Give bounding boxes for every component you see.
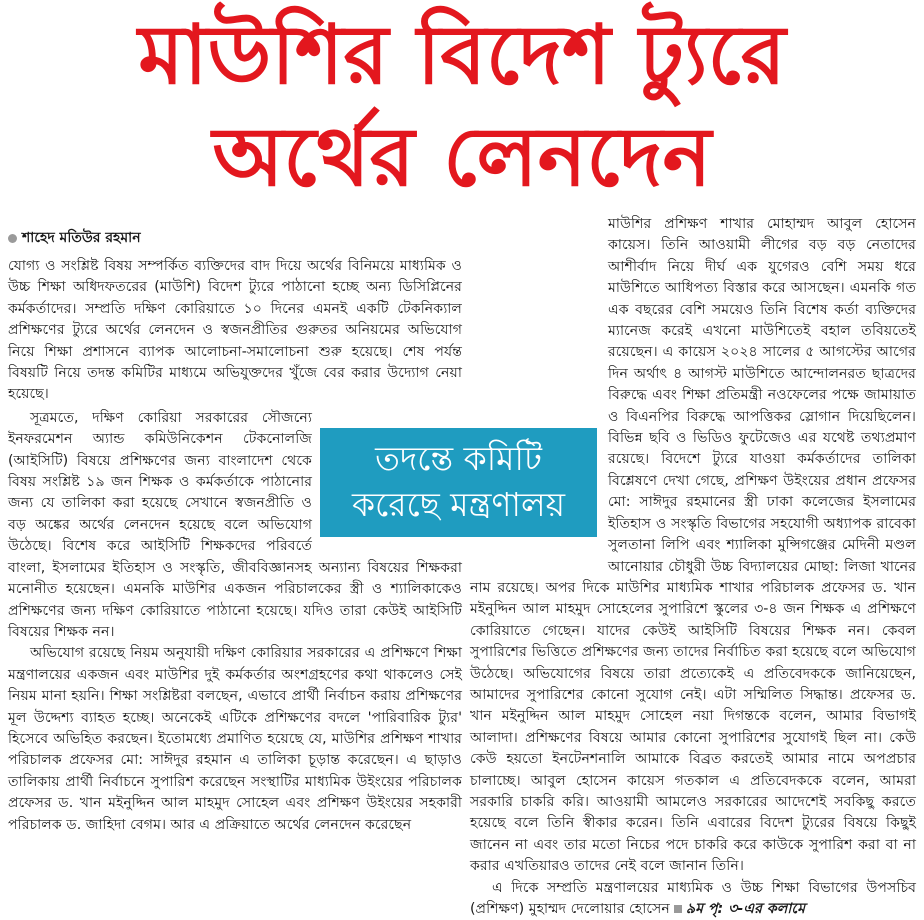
pullquote-line-1: তদন্তে কমিটি bbox=[375, 439, 542, 478]
paragraph-text: এ দিকে সম্প্রতি মন্ত্রণালয়ের মাধ্যমিক ও উচ্চ শিক্ষা বিভাগের উপসচিব (প্রশিক্ষণ) মুহাম্মদ দেলোয়ার হোসেন bbox=[470, 879, 916, 917]
pullquote-box bbox=[320, 428, 597, 537]
headline-line-2: অর্থের লেনদেন bbox=[212, 110, 712, 205]
pullquote-line-2: করেছে মন্ত্রণালয় bbox=[351, 485, 566, 524]
headline-line-1: মাউশির বিদেশ ট্যুরে bbox=[138, 8, 786, 103]
paragraph: যোগ্য ও সংশ্লিষ্ট বিষয় সম্পর্কিত ব্যক্তিদের বাদ দিয়ে অর্থের বিনিময়ে মাধ্যমিক ও উচ্চ শিক্ষা অধিদফতরের (মাউশি) বিদেশ ট্যুরে পাঠানো হচ্ছে অন্য ডিসিপ্লিনের কর্মকর্তাদের। সম্প্রতি দক্ষিণ কোরিয়াতে ১০ দিনের এমনই একটি টেকনিক্যাল প্রশিক্ষণের ট্যুরে অর্থের লেনদেন ও স্বজনপ্রীতির গুরুতর অনিয়মের অভিযোগ নিয়ে শিক্ষা প্রশাসনে ব্যাপক আলোচনা-সমালোচনা শুরু হয়েছে। শেষ পর্যন্ত বিষয়টি নিয়ে তদন্ত কমিটির মাধ্যমে অভিযুক্তদের খুঁজে বের করার উদ্যোগ নেয়া হয়েছে। bbox=[8, 258, 462, 403]
paragraph bbox=[470, 878, 916, 920]
continued-on-link[interactable]: ৯ম পৃ: ৩-এর কলামে bbox=[685, 901, 805, 917]
author-name: শাহেদ মতিউর রহমান bbox=[22, 230, 141, 246]
paragraph: অভিযোগ রয়েছে নিয়ম অনুযায়ী দক্ষিণ কোরিয়ার সরকারের এ প্রশিক্ষণে শিক্ষা মন্ত্রণালয়ের একজন এবং মাউশির দুই কর্মকর্তার অংশগ্রহণের কথা থাকলেও সেই নিয়ম মানা হয়নি। শিক্ষা সংশ্লিষ্টরা বলছেন, এভাবে প্রার্থী নির্বাচন করায় প্রশিক্ষণের মূল উদ্দেশ্য ব্যাহত হচ্ছে। অনেকেই এটিকে প্রশিক্ষণের বদলে 'পারিবারিক ট্যুর' হিসেবে অভিহিত করছেন। ইতোমধ্যে প্রমাণিত হয়েছে যে, মাউশির প্রশিক্ষণ শাখার পরিচালক প্রফেসর মো: সাঈদুর রহমান এ তালিকা চূড়ান্ত করেছেন। এ ছাড়াও তালিকায় প্রার্থী নির্বাচনে সুপারিশ করেছেন সংস্থাটির মাধ্যমিক উইংয়ের পরিচালক প্রফেসর ড. খান মইনুদ্দিন আল মাহমুদ সোহেল এবং প্রশিক্ষণ উইংয়ের সহকারী পরিচালক ড. জাহিদা বেগম। আর এ প্রক্রিয়াতে অর্থের লেনদেন করেছেন bbox=[8, 645, 462, 833]
paragraph: সূত্রমতে, দক্ষিণ কোরিয়া সরকারের সৌজন্যে ইনফরমেশন অ্যান্ড কমিউনিকেশন টেকনোলজি (আইসিটি) বিষয়ে প্রশিক্ষণের জন্য বাংলাদেশ থেকে বিষয় সংশ্লিষ্ট ১৯ জন শিক্ষক ও কর্মকর্তাকে পাঠানোর জন্য যে তালিকা করা হয়েছে সেখানে স্বজনপ্রীতি ও বড় অঙ্কের অর্থের লেনদেন হয়েছে বলে অভিযোগ উঠেছে। বিশেষ করে আইসিটি শিক্ষকদের পরিবর্তে বাংলা, ইসলামের ইতিহাস ও সংস্কৃতি, জীববিজ্ঞানসহ অন্যান্য বিষয়ের শিক্ষকরা মনোনীত হয়েছেন। এমনকি মাউশির একজন পরিচালকের স্ত্রী ও শ্যালিকাকেও প্রশিক্ষণের জন্য দক্ষিণ কোরিয়াতে পাঠানো হয়েছে। যদিও তারা কেউই আইসিটি বিষয়ের শিক্ষক নন। bbox=[8, 409, 462, 640]
paragraph: মাউশির প্রশিক্ষণ শাখার মোহাম্মদ আবুল হোসেন কায়েস। তিনি আওয়ামী লীগের বড় বড় নেতাদের আশীর্বাদ নিয়ে দীর্ঘ এক যুগেরও বেশি সময় ধরে মাউশিতে আধিপত্য বিস্তার করে আসছেন। এমনকি গত এক বছরের বেশি সময়েও তিনি বিশেষ কর্তা ব্যক্তিদের ম্যানেজ করেই এখনো মাউশিতেই বহাল তবিয়তেই রয়েছেন। এ কায়েস ২০২৪ সালের ৫ আগস্টের আগের দিন অর্থাৎ ৪ আগস্ট মাউশিতে আন্দোলনরত ছাত্রদের বিরুদ্ধে এবং শিক্ষা প্রতিমন্ত্রী নওফেলের পক্ষে জামায়াত ও বিএনপির বিরুদ্ধে আপত্তিকর স্লোগান দিয়েছিলেন। বিভিন্ন ছবি ও ভিডিও ফুটেজেও এর যথেষ্ট তথ্যপ্রমাণ রয়েছে। বিদেশে ট্যুরে যাওয়া কর্মকর্তাদের তালিকা বিশ্লেষণে দেখা গেছে, প্রশিক্ষণ উইংয়ের প্রধান প্রফেসর মো: সাঈদুর রহমানের স্ত্রী ঢাকা কলেজের ইসলামের ইতিহাস ও সংস্কৃতি বিভাগের সহযোগী অধ্যাপক রাবেকা সুলতানা লিপি এবং শ্যালিকা মুন্সিগঞ্জের মেদিনী মণ্ডল আনোয়ার চৌধুরী উচ্চ বিদ্যালয়ের মোছা: লিজা খানের নাম রয়েছে। অপর দিকে মাউশির মাধ্যমিক শাখার পরিচালক প্রফেসর ড. খান মইনুদ্দিন আল মাহমুদ সোহেলের সুপারিশে স্কুলের ৩-৪ জন শিক্ষক এ প্রশিক্ষণে কোরিয়াতে গেছেন। যাদের কেউই আইসিটি বিষয়ের শিক্ষক নন। কেবল সুপারিশের ভিত্তিতে প্রশিক্ষণের জন্য তাদের নির্বাচিত করা হয়েছে বলে অভিযোগ উঠেছে। অভিযোগের বিষয়ে তারা প্রত্যেকেই এ প্রতিবেদককে জানিয়েছেন, আমাদের সুপারিশের কোনো সুযোগ নেই। এটা সম্মিলিত সিদ্ধান্ত। প্রফেসর ড. খান মইনুদ্দিন আল মাহমুদ সোহেল নয়া দিগন্তকে বলেন, আমার বিভাগই আলাদা। প্রশিক্ষণের বিষয়ে আমার কোনো সুপারিশের সুযোগই ছিল না। কেউ কেউ হয়তো ইনটেনশনালি আমাকে বিব্রত করতেই আমার নামে অপপ্রচার চালাচ্ছে। আবুল হোসেন কায়েস গতকাল এ প্রতিবেদককে বলেন, আমরা সরকারি চাকরি করি। আওয়ামী আমলেও সরকারের আদেশেই সবকিছু করতে হয়েছে বলে তিনি স্বীকার করেন। তিনি এবারের বিদেশ ট্যুরের বিষয়ে কিছুই জানেন না এবং তার মতো নিচের পদে চাকরি করে কাউকে সুপারিশ করা বা না করার এখতিয়ারও তাদের নেই বলে জানান তিনি। bbox=[470, 216, 916, 875]
bullet-icon bbox=[8, 234, 17, 243]
right-column bbox=[470, 214, 916, 920]
byline bbox=[8, 228, 462, 248]
square-bullet-icon bbox=[674, 905, 682, 913]
